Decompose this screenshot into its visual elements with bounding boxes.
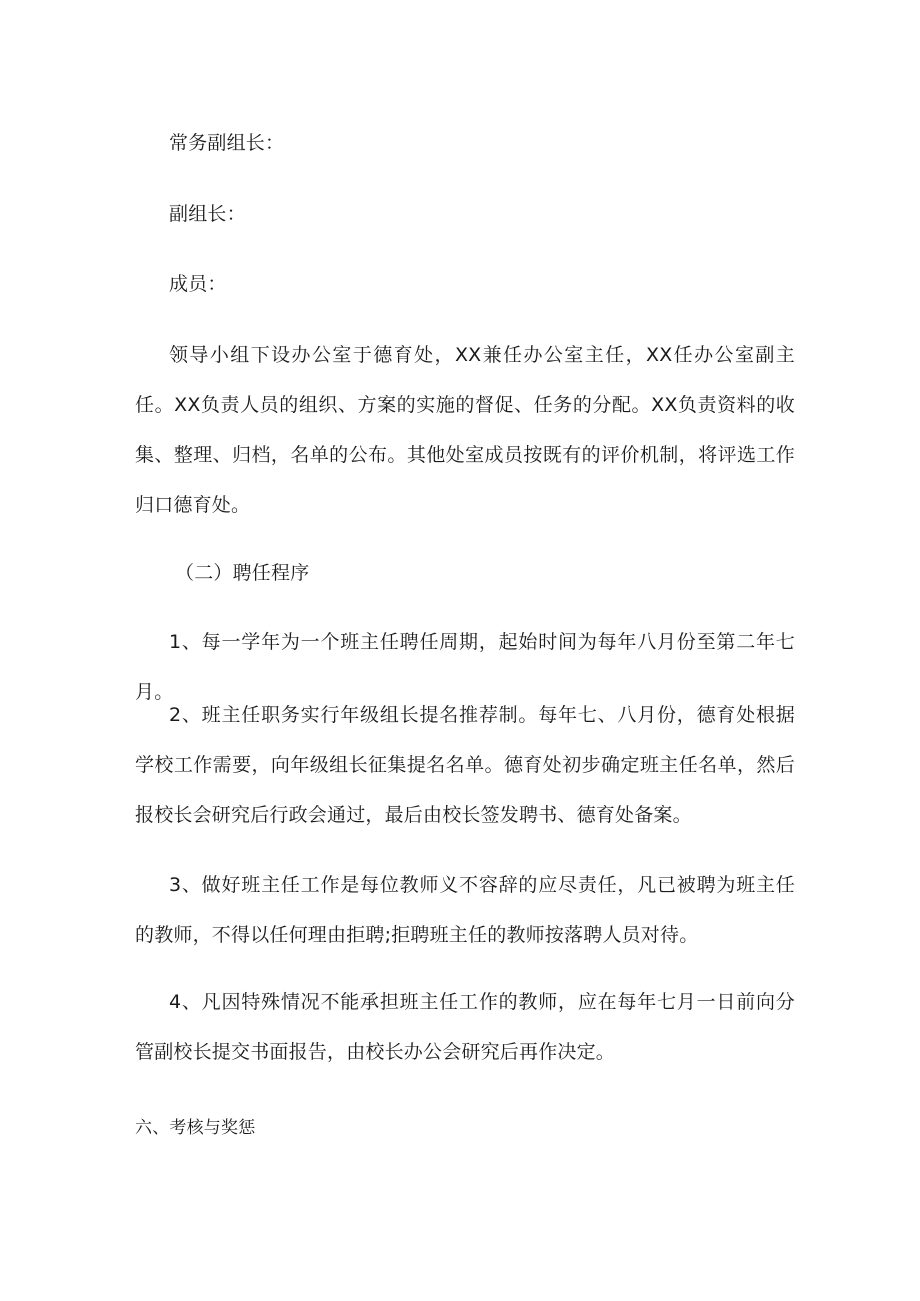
subsection-heading: （二）聘任程序: [175, 562, 310, 584]
procedure-item-4: 4、凡因特殊情况不能承担班主任工作的教师，应在每年七月一日前向分管副校长提交书面报告，由校长办公会研究后再作决定。: [135, 991, 795, 1063]
role-line-members: 成员：: [169, 273, 227, 295]
procedure-item-2: 2、班主任职务实行年级组长提名推荐制。每年七、八月份，德育处根据学校工作需要，向年级组长征集提名名单。德育处初步确定班主任名单，然后报校长会研究后行政会通过，最后由校长签发聘书、德育处备案。: [135, 704, 795, 826]
role-line-deputy-leader: 副组长：: [169, 203, 246, 225]
role-line-executive-deputy-leader: 常务副组长：: [169, 132, 285, 154]
section-heading: 六、考核与奖惩: [135, 1118, 256, 1138]
procedure-item-3: 3、做好班主任工作是每位教师义不容辞的应尽责任，凡已被聘为班主任的教师，不得以任何理由拒聘;拒聘班主任的教师按落聘人员对待。: [135, 874, 795, 946]
procedure-item-1: 1、每一学年为一个班主任聘任周期，起始时间为每年八月份至第二年七月。: [135, 631, 795, 703]
office-paragraph: 领导小组下设办公室于德育处，XX兼任办公室主任，XX任办公室副主任。XX负责人员的组织、方案的实施的督促、任务的分配。XX负责资料的收集、整理、归档，名单的公布。其他处室成员按既有的评价机制，将评选工作归口德育处。: [135, 344, 795, 516]
